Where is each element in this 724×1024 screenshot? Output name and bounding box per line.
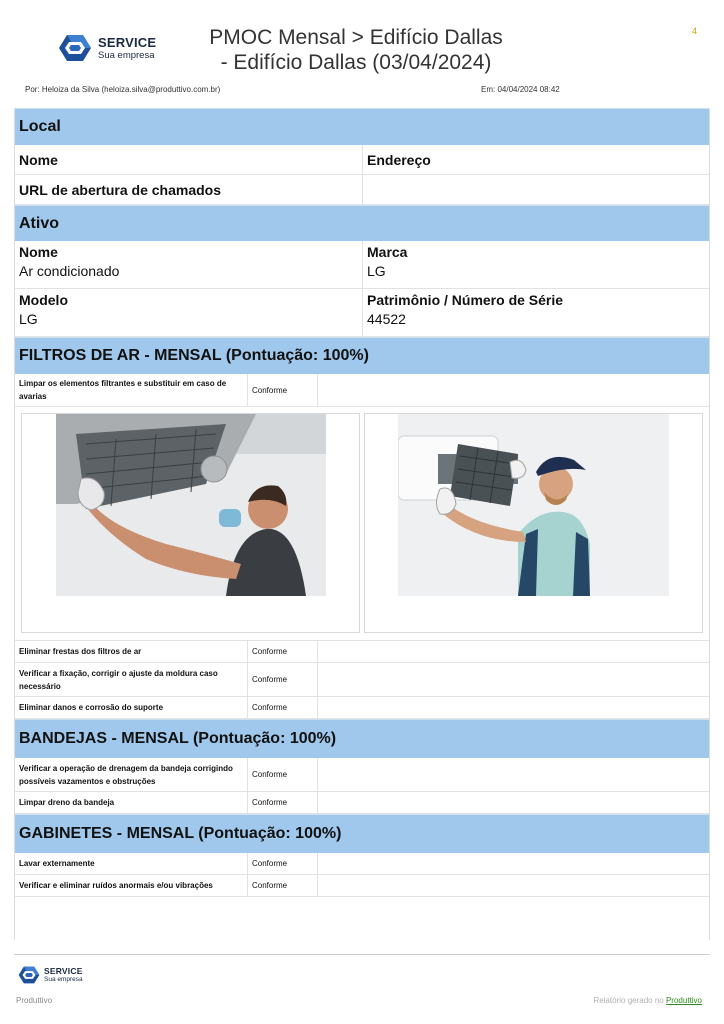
checklist-row [15,875,709,897]
logo-brand: SERVICE [98,34,157,50]
ativo-nome-label: Nome [19,244,58,260]
checklist-item-desc: Limpar os elementos filtrantes e substituir em caso de avarias [19,379,227,401]
page-number: 4 [692,26,698,36]
ativo-marca-label: Marca [367,244,408,260]
ativo-nome-cell [15,241,362,288]
footer-produttivo-link[interactable]: Produttivo [665,996,702,1005]
checklist-item-status: Conforme [247,853,317,874]
checklist-item-desc: Verificar e eliminar ruídos anormais e/ou vibrações [19,881,213,890]
ativo-row-2 [15,289,709,337]
report-timestamp: Em: 04/04/2024 08:42 [481,85,560,94]
footer-logo [18,965,83,985]
ativo-modelo-cell [15,289,362,336]
checklist-item-status: Conforme [247,758,317,791]
local-nome-label: Nome [19,151,58,168]
checklist-row [15,853,709,875]
technician-split-filter-image [398,414,669,596]
report-author: Por: Heloiza da Silva (heloiza.silva@produttivo.com.br) [25,85,221,94]
report-title-line1: PMOC Mensal > Edifício Dallas [209,26,503,49]
checklist-item-notes [317,641,709,662]
checklist-item-desc: Verificar a operação de drenagem da bandeja corrigindo possíveis vazamentos e obstruções [19,763,233,786]
local-row-1 [15,145,709,175]
footer-generated-note [593,996,702,1005]
report-body [14,108,710,940]
photo-gallery [15,407,709,641]
footer-logo-brand: SERVICE [44,966,83,976]
checklist-item-status: Conforme [247,374,317,406]
checklist-item-status: Conforme [247,697,317,718]
checklist-item-desc: Lavar externamente [19,859,95,868]
ativo-row-1 [15,241,709,289]
checklist-item-status: Conforme [247,792,317,813]
section-ativo-heading: Ativo [15,205,709,241]
checklist-item-notes [317,663,709,696]
checklist-item-notes [317,875,709,896]
footer-generated-prefix: Relatório gerado no [593,996,666,1005]
checklist-item-notes [317,853,709,874]
section-bandejas-heading: BANDEJAS - MENSAL (Pontuação: 100%) [15,719,709,758]
ativo-marca-value: LG [367,263,386,279]
checklist-row [15,663,709,697]
checklist-row [15,758,709,792]
photo-split-unit-filter[interactable] [364,413,703,633]
ativo-modelo-label: Modelo [19,292,68,308]
report-title-line2: - Edifício Dallas (03/04/2024) [220,51,492,74]
footer-company: Produttivo [16,996,53,1005]
section-local-heading: Local [15,108,709,145]
checklist-row [15,792,709,814]
ativo-marca-cell [362,241,709,288]
local-row-2 [15,175,709,205]
checklist-item-status: Conforme [247,875,317,896]
header-logo [58,33,156,63]
checklist-item-notes [317,697,709,718]
checklist-item-notes [317,758,709,791]
checklist-row [15,374,709,407]
section-gabinetes-heading: GABINETES - MENSAL (Pontuação: 100%) [15,814,709,853]
report-title [196,25,516,75]
footer-logo-tagline: Sua empresa [44,975,83,983]
checklist-row [15,641,709,663]
section-filtros-heading: FILTROS DE AR - MENSAL (Pontuação: 100%) [15,337,709,374]
local-url-value [362,175,709,204]
ativo-patrimonio-value: 44522 [367,311,406,327]
local-url-label: URL de abertura de chamados [19,181,222,198]
service-logo-icon [58,33,92,63]
checklist-item-desc: Eliminar danos e corrosão do suporte [19,703,164,712]
checklist-item-status: Conforme [247,641,317,662]
checklist-item-desc: Limpar dreno da bandeja [19,798,115,807]
technician-ceiling-filter-image [56,414,326,596]
ativo-modelo-value: LG [19,311,38,327]
ativo-patrimonio-cell [362,289,709,336]
ativo-patrimonio-label: Patrimônio / Número de Série [367,292,564,308]
checklist-item-status: Conforme [247,663,317,696]
checklist-item-notes [317,374,709,406]
ativo-nome-value: Ar condicionado [19,263,120,279]
checklist-item-desc: Verificar a fixação, corrigir o ajuste da moldura caso necessário [19,668,218,691]
logo-tagline: Sua empresa [98,49,155,61]
service-logo-icon [18,965,40,985]
checklist-item-notes [317,792,709,813]
local-endereco-label: Endereço [362,145,709,174]
photo-ceiling-duct-filter[interactable] [21,413,360,633]
checklist-item-desc: Eliminar frestas dos filtros de ar [19,647,142,656]
checklist-row [15,697,709,719]
footer-divider [14,954,710,955]
